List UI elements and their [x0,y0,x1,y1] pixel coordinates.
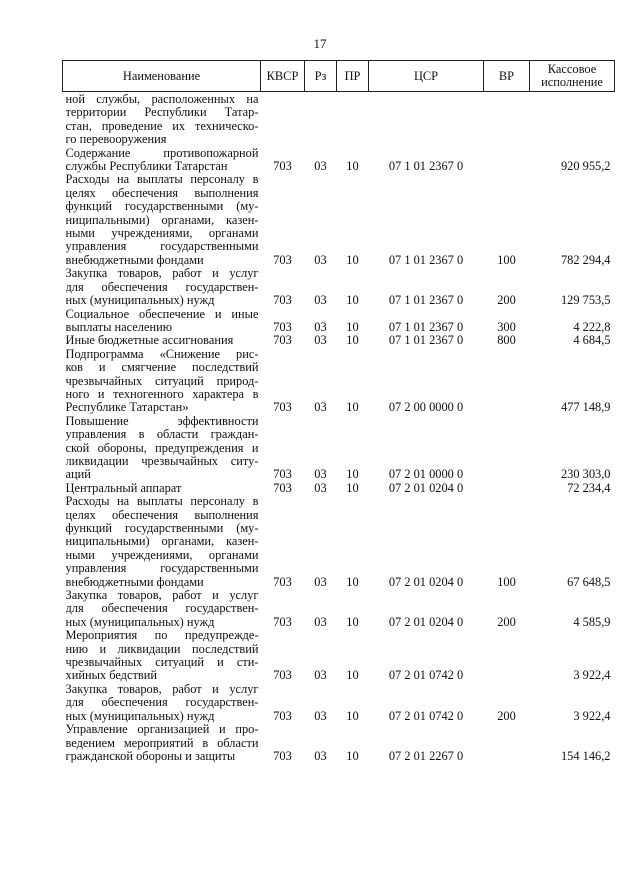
row-name-line: ными учреждениями, органами [65,548,259,562]
row-kvsr: 703 [273,574,292,589]
row-name-line: ведением мероприятий в области [65,736,259,750]
row-name-line: целях обеспечения выполнения [65,508,259,522]
row-vr [484,482,530,495]
table-row [63,629,615,683]
row-csr: 07 1 01 2367 0 [388,319,464,334]
row-rz [305,92,337,147]
row-name [63,589,261,629]
row-amount: 4 684,5 [573,333,611,348]
row-kvsr: 703 [273,252,292,267]
row-vr [484,629,530,683]
row-csr: 07 2 01 0204 0 [388,614,464,629]
row-rz: 03 [314,293,327,308]
row-name-line: Содержание противопожарной [65,146,259,160]
row-rz: 03 [314,400,327,415]
table-row [63,173,615,267]
row-name-line: ниципальными) органами, казен- [65,213,259,227]
row-csr: 07 1 01 2367 0 [388,333,464,348]
row-csr: 07 2 01 2267 0 [388,748,464,763]
row-kvsr [261,92,305,147]
table-row [63,482,615,495]
row-name-line: для обеспечения государствен- [65,280,259,294]
row-pr: 10 [346,574,359,589]
table-row [63,589,615,629]
row-name [63,147,261,174]
row-kvsr: 703 [273,293,292,308]
row-name [63,267,261,307]
row-rz: 03 [314,319,327,334]
row-csr: 07 2 01 0000 0 [388,467,464,482]
row-name-line: ков и смягчение последствий [65,361,259,375]
row-csr: 07 1 01 2367 0 [388,293,464,308]
row-kvsr: 703 [273,333,292,348]
row-name [63,334,261,347]
row-rz: 03 [314,614,327,629]
row-vr: 100 [497,574,516,589]
row-vr: 300 [497,319,516,334]
row-pr: 10 [346,400,359,415]
table-row [63,683,615,723]
row-name [63,173,261,267]
table-row [63,495,615,589]
row-vr [484,147,530,174]
table-row [63,348,615,415]
table-row [63,723,615,763]
row-vr [484,348,530,415]
row-name-line: для обеспечения государствен- [65,602,259,616]
row-name [63,308,261,335]
header-pr: ПР [337,61,369,92]
row-csr: 07 2 00 0000 0 [388,400,464,415]
row-name-line: территории Республики Татар- [65,106,259,120]
row-amount: 477 148,9 [560,400,611,415]
row-amount: 3 922,4 [573,708,611,723]
row-kvsr: 703 [273,748,292,763]
row-name-line: чрезвычайных ситуаций и сти- [65,656,259,670]
row-amount: 129 753,5 [560,293,611,308]
table-row [63,334,615,347]
row-kvsr: 703 [273,614,292,629]
row-pr [337,92,369,147]
row-pr: 10 [346,708,359,723]
row-kvsr: 703 [273,668,292,683]
row-name-line: Повышение эффективности [65,414,259,428]
row-rz: 03 [314,480,327,495]
row-pr: 10 [346,480,359,495]
row-amount: 4 222,8 [573,319,611,334]
row-name [63,92,261,147]
table-body [63,92,615,764]
row-rz: 03 [314,252,327,267]
row-name-line: функций государственными (му- [65,522,259,535]
row-csr: 07 2 01 0742 0 [388,708,464,723]
row-pr: 10 [346,748,359,763]
row-name-line: гражданской обороны и защиты [65,749,236,763]
row-kvsr: 703 [273,708,292,723]
row-vr: 800 [497,333,516,348]
row-name-line: Закупка товаров, работ и услуг [65,267,259,281]
row-vr [484,92,530,147]
header-kvsr: КВСР [261,61,305,92]
row-name-line: Расходы на выплаты персоналу в [65,173,259,187]
row-name-line: для обеспечения государствен- [65,696,259,710]
row-vr: 200 [497,614,516,629]
row-name-line: управления в области граждан- [65,428,259,442]
row-vr: 200 [497,293,516,308]
row-amount: 4 585,9 [573,614,611,629]
row-name [63,495,261,589]
table-row [63,267,615,307]
row-name-line: Иные бюджетные ассигнования [65,334,234,348]
header-amount: Кассовое исполнение [530,61,615,92]
row-rz: 03 [314,708,327,723]
row-rz: 03 [314,574,327,589]
row-name-line: ликвидации чрезвычайных ситу- [65,454,259,468]
row-name-line: Социальное обеспечение и иные [65,307,259,321]
row-name [63,348,261,415]
row-rz: 03 [314,748,327,763]
row-name-line: целях обеспечения выполнения [65,186,259,200]
row-kvsr: 703 [273,400,292,415]
row-rz: 03 [314,159,327,174]
row-name-line: Закупка товаров, работ и услуг [65,589,259,603]
row-name-line: нию и ликвидации последствий [65,642,259,656]
row-name-line: аций [65,468,91,482]
row-kvsr: 703 [273,480,292,495]
row-name-line: управления государственными [65,562,259,576]
row-amount: 230 303,0 [560,467,611,482]
row-name-line: Республике Татарстан» [65,401,189,415]
row-amount: 67 648,5 [567,574,611,589]
row-amount: 72 234,4 [567,480,611,495]
row-name-line: ской обороны, предупреждения и [65,441,259,455]
row-amount: 782 294,4 [560,252,611,267]
row-name [63,415,261,482]
row-rz: 03 [314,467,327,482]
row-name-line: Подпрограмма «Снижение рис- [65,347,259,361]
row-name-line: чрезвычайных ситуаций природ- [65,374,259,388]
row-name-line: Закупка товаров, работ и услуг [65,682,259,696]
row-name-line: ными учреждениями, органами [65,227,259,241]
row-csr [369,92,484,147]
row-rz: 03 [314,668,327,683]
row-name-line: ных (муниципальных) нужд [65,294,215,308]
row-csr: 07 2 01 0204 0 [388,574,464,589]
row-csr: 07 1 01 2367 0 [388,252,464,267]
row-name-line: внебюджетными фондами [65,575,204,589]
row-pr: 10 [346,159,359,174]
table-row [63,92,615,147]
row-pr: 10 [346,319,359,334]
row-name-line: ной службы, расположенных на [65,93,259,106]
row-name-line: службы Республики Татарстан [65,160,228,174]
budget-table [62,60,615,763]
header-csr: ЦСР [369,61,484,92]
row-vr [484,723,530,763]
page-number: 17 [313,36,327,51]
row-name-line: Управление организацией и про- [65,723,259,737]
row-name-line: хийных бедствий [65,669,158,683]
header-rz: Рз [305,61,337,92]
row-name-line: ных (муниципальных) нужд [65,615,215,629]
header-vr: ВР [484,61,530,92]
row-name-line: управления государственными [65,240,259,254]
row-name-line: стан, проведение их техническо- [65,119,259,133]
row-csr: 07 2 01 0204 0 [388,480,464,495]
row-amount: 920 955,2 [560,159,611,174]
row-rz: 03 [314,333,327,348]
row-name-line: го перевооружения [65,133,167,147]
row-name [63,683,261,723]
row-amount: 3 922,4 [573,668,611,683]
row-name [63,629,261,683]
table-row [63,308,615,335]
row-vr: 200 [497,708,516,723]
row-amount: 154 146,2 [560,748,611,763]
row-vr [484,415,530,482]
header-name: Наименование [63,61,261,92]
table-row [63,147,615,174]
row-name-line: выплаты населению [65,320,172,334]
row-name-line: внебюджетными фондами [65,253,204,267]
row-name [63,723,261,763]
row-name-line: Центральный аппарат [65,481,182,495]
table-row [63,415,615,482]
row-kvsr: 703 [273,467,292,482]
row-kvsr: 703 [273,159,292,174]
row-name-line: ных (муниципальных) нужд [65,709,215,723]
row-csr: 07 2 01 0742 0 [388,668,464,683]
row-name-line: Мероприятия по предупрежде- [65,629,259,643]
row-pr: 10 [346,467,359,482]
row-name-line: Расходы на выплаты персоналу в [65,495,259,509]
row-name-line: ного и техногенного характера в [65,387,259,401]
row-vr: 100 [497,252,516,267]
row-pr: 10 [346,333,359,348]
table-header-row [63,61,615,92]
row-name-line: функций государственными (му- [65,200,259,214]
row-pr: 10 [346,614,359,629]
row-pr: 10 [346,668,359,683]
row-pr: 10 [346,293,359,308]
row-name-line: ниципальными) органами, казен- [65,535,259,549]
row-amount [530,92,615,147]
row-csr: 07 1 01 2367 0 [388,159,464,174]
row-pr: 10 [346,252,359,267]
row-kvsr: 703 [273,319,292,334]
row-name [63,482,261,495]
